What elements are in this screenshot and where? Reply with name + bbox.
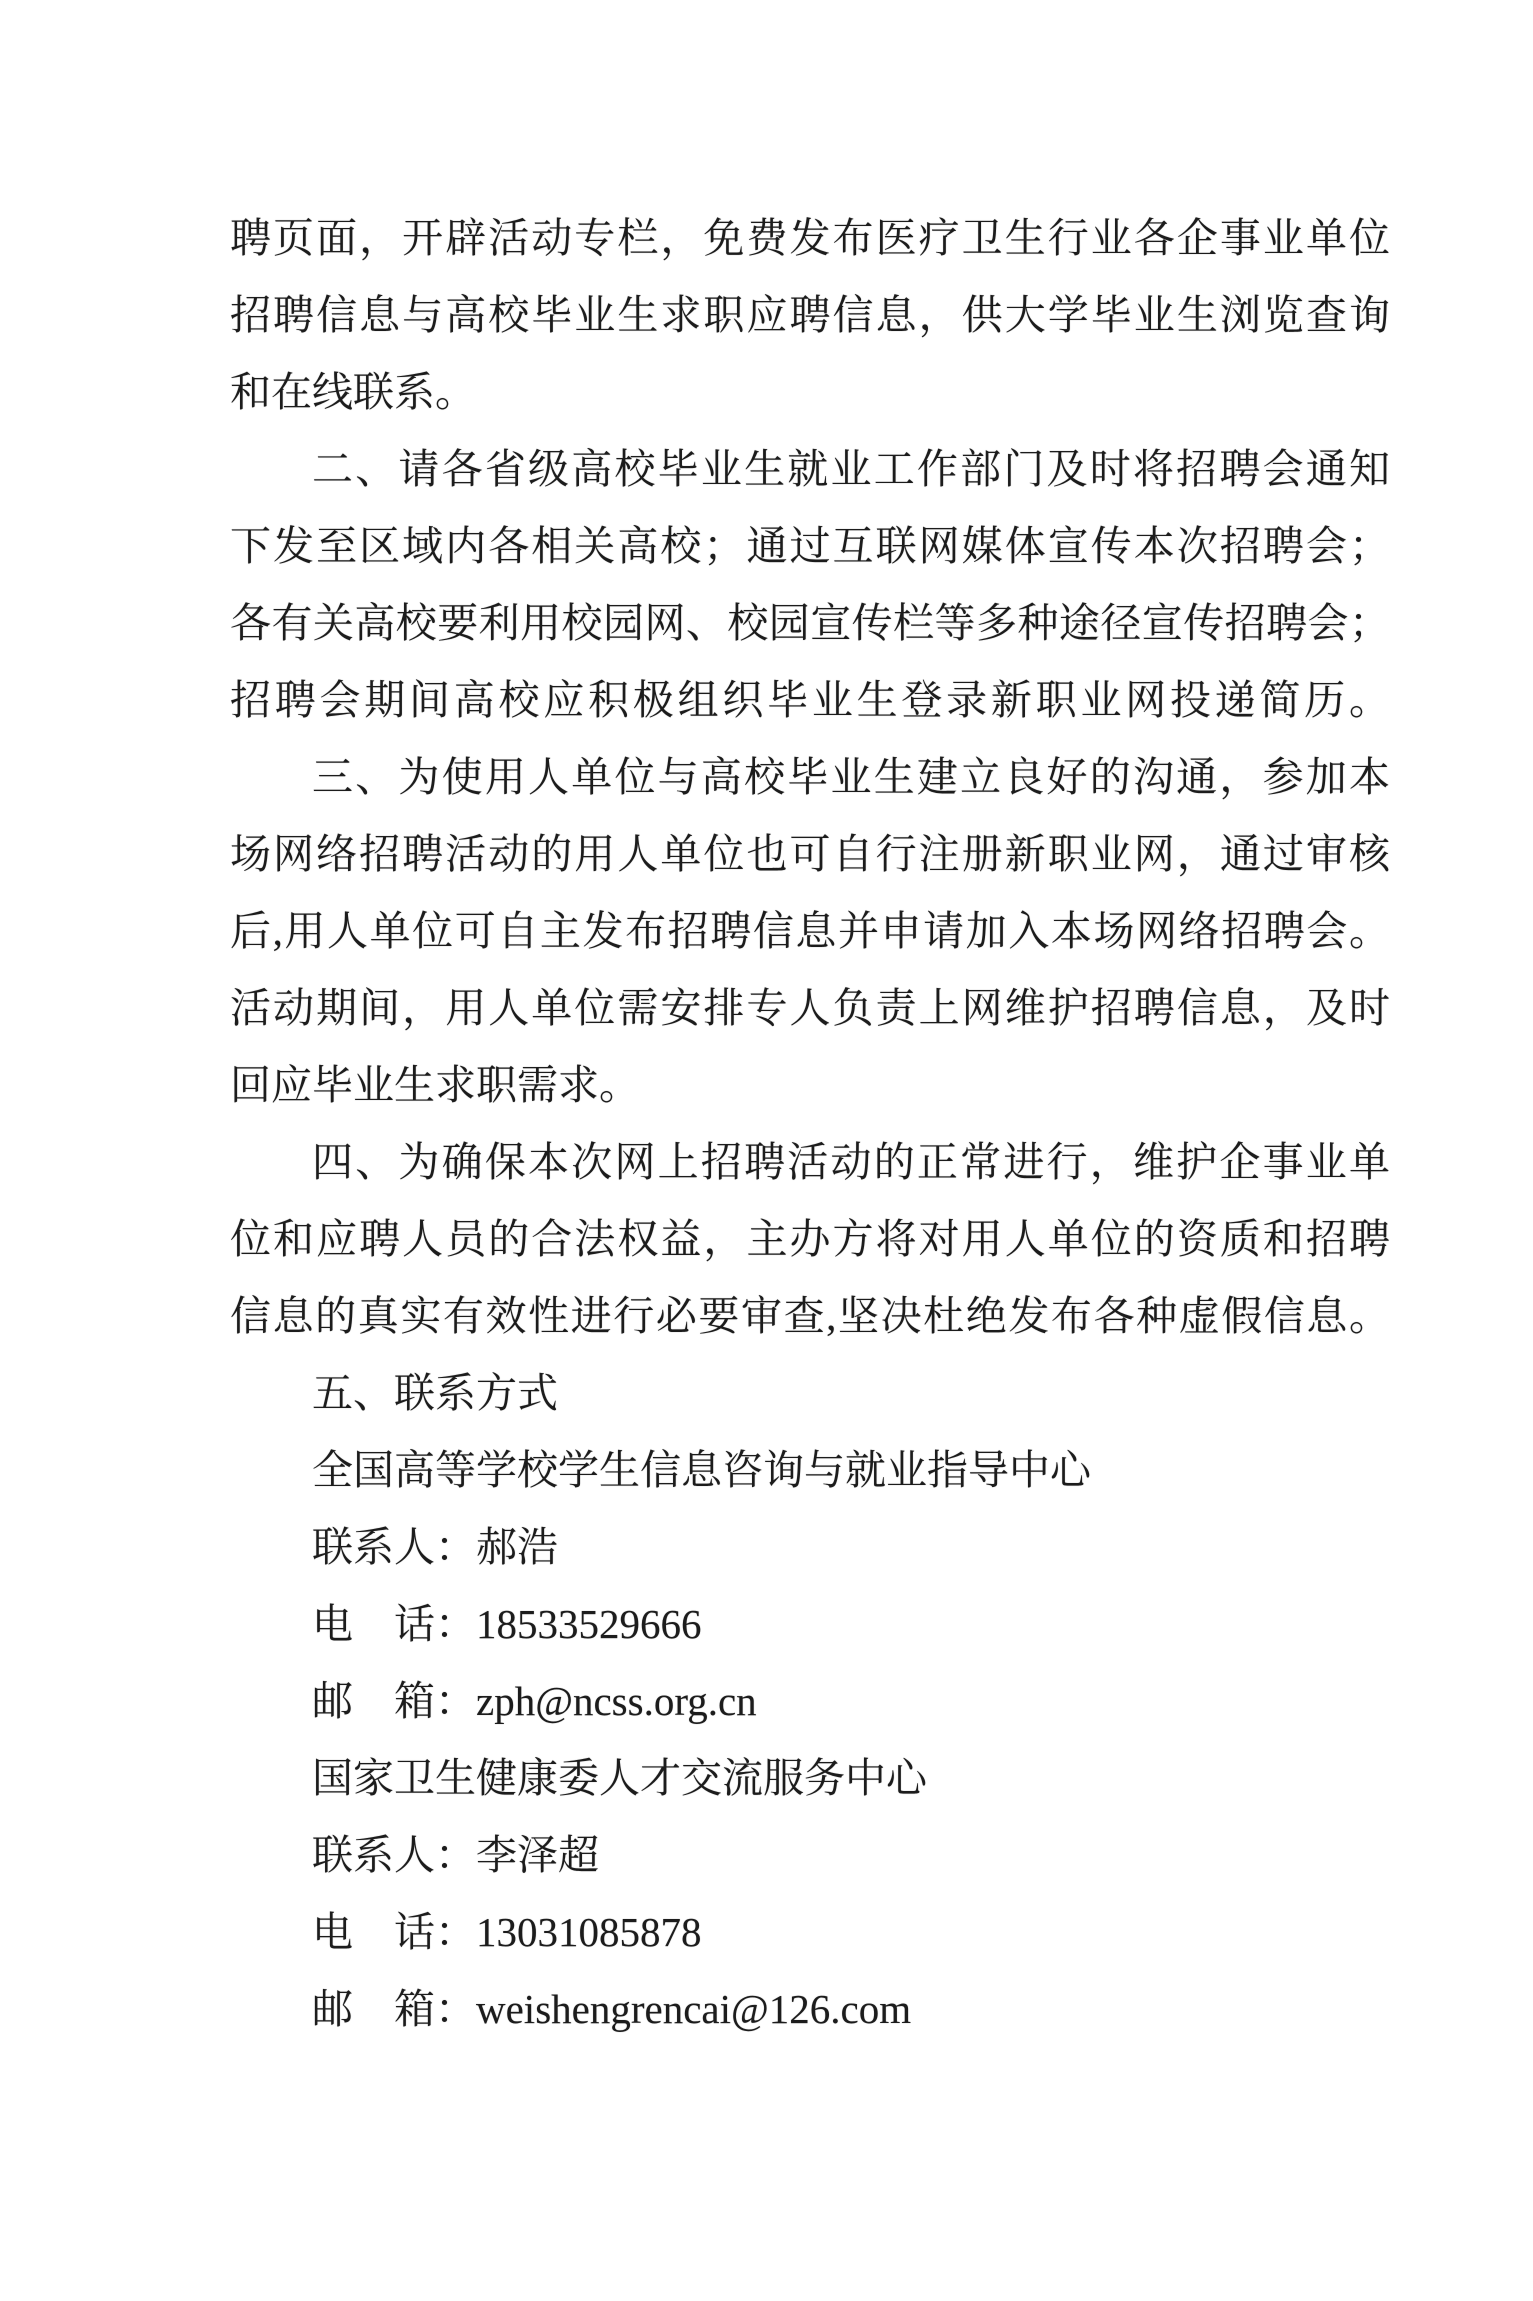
paragraph-line: 后,用人单位可自主发布招聘信息并申请加入本场网络招聘会。 bbox=[230, 908, 1390, 954]
paragraph-line: 四、为确保本次网上招聘活动的正常进行，维护企事业单 bbox=[312, 1139, 1390, 1185]
paragraph-line: 回应毕业生求职需求。 bbox=[230, 1062, 640, 1108]
contact-person-health-commission: 联系人：李泽超 bbox=[312, 1832, 599, 1878]
contact-email-health-commission: 邮 箱：weishengrencai@126.com bbox=[312, 1986, 912, 2032]
paragraph-line: 招聘信息与高校毕业生求职应聘信息，供大学毕业生浏览查询 bbox=[230, 292, 1390, 338]
paragraph-line: 下发至区域内各相关高校；通过互联网媒体宣传本次招聘会； bbox=[230, 523, 1390, 569]
paragraph-line: 三、为使用人单位与高校毕业生建立良好的沟通，参加本 bbox=[312, 754, 1390, 800]
contact-phone-health-commission: 电 话：13031085878 bbox=[312, 1909, 702, 1955]
paragraph-line: 场网络招聘活动的用人单位也可自行注册新职业网，通过审核 bbox=[230, 831, 1390, 877]
paragraph-line: 二、请各省级高校毕业生就业工作部门及时将招聘会通知 bbox=[312, 446, 1390, 492]
contact-email-ncss: 邮 箱：zph@ncss.org.cn bbox=[312, 1678, 757, 1724]
section-heading-contact: 五、联系方式 bbox=[312, 1370, 558, 1416]
paragraph-line: 招聘会期间高校应积极组织毕业生登录新职业网投递简历。 bbox=[230, 677, 1390, 723]
paragraph-line: 聘页面，开辟活动专栏，免费发布医疗卫生行业各企事业单位 bbox=[230, 215, 1390, 261]
contact-person-ncss: 联系人：郝浩 bbox=[312, 1524, 558, 1570]
contact-org-health-commission: 国家卫生健康委人才交流服务中心 bbox=[312, 1755, 927, 1801]
paragraph-line: 和在线联系。 bbox=[230, 369, 476, 415]
contact-phone-ncss: 电 话：18533529666 bbox=[312, 1601, 702, 1647]
paragraph-line: 各有关高校要利用校园网、校园宣传栏等多种途径宣传招聘会； bbox=[230, 600, 1390, 646]
paragraph-line: 信息的真实有效性进行必要审查,坚决杜绝发布各种虚假信息。 bbox=[230, 1293, 1390, 1339]
paragraph-line: 位和应聘人员的合法权益，主办方将对用人单位的资质和招聘 bbox=[230, 1216, 1390, 1262]
paragraph-line: 活动期间，用人单位需安排专人负责上网维护招聘信息，及时 bbox=[230, 985, 1390, 1031]
document-text-block bbox=[230, 200, 1390, 2048]
contact-org-ncss: 全国高等学校学生信息咨询与就业指导中心 bbox=[312, 1447, 1091, 1493]
